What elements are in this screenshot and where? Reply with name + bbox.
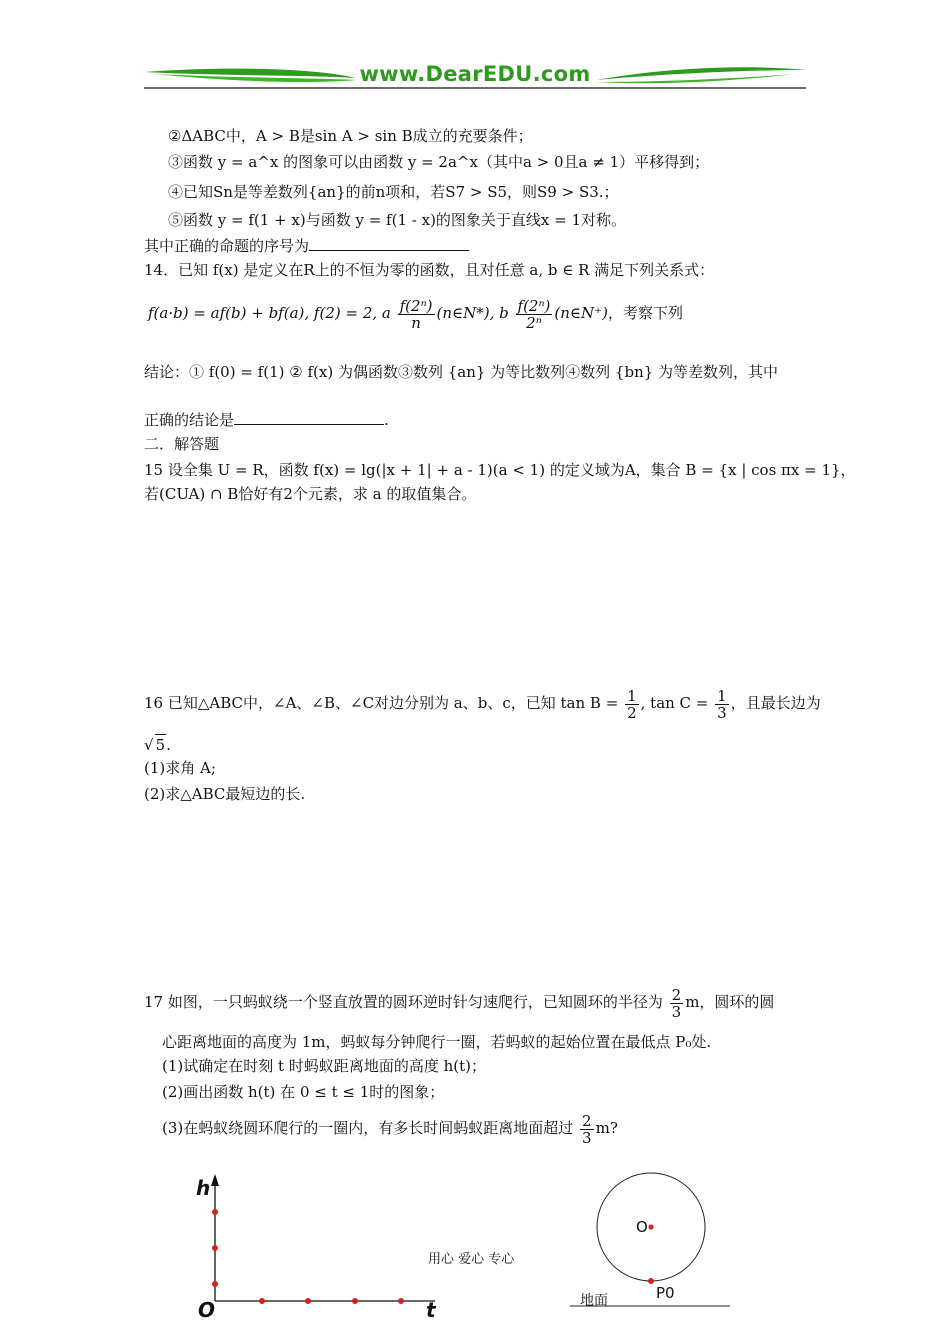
q13-prompt-text: 其中正确的命题的序号为 <box>144 237 310 255</box>
q13-item-4: ④已知Sn是等差数列{an}的前n项和，若S7 > S5，则S9 > S3.； <box>168 183 619 201</box>
y-axis-point <box>212 1209 218 1215</box>
origin-label: O <box>198 1298 216 1322</box>
q16-tanc-frac <box>715 688 729 721</box>
q16-tanc-num: 1 <box>717 686 727 705</box>
q17-radius-num: 2 <box>671 985 682 1004</box>
start-point-label <box>656 1284 675 1302</box>
q17-line1 <box>144 984 774 1020</box>
q17-part3-num: 2 <box>582 1111 592 1130</box>
graph-axes <box>180 1168 460 1344</box>
y-axis-point <box>212 1245 218 1251</box>
q17-part2: (2)画出函数 h(t) 在 0 ≤ t ≤ 1时的图象； <box>162 1083 445 1101</box>
x-axis-point <box>352 1298 358 1304</box>
q17-part3-den: 3 <box>582 1128 592 1147</box>
q16-line1-text: 16 已知△ABC中，∠A、∠B、∠C对边分别为 a、b、c，已知 tan B = <box>144 694 619 712</box>
q14-formula-end: (n∈N⁺) <box>554 304 608 322</box>
q14-prompt <box>144 410 389 430</box>
site-name: www.DearEDU.com <box>359 62 591 86</box>
q16-part1: (1)求角 A; <box>144 759 216 777</box>
circle-center-label: O <box>636 1218 648 1236</box>
q16-tanb-den: 2 <box>627 703 637 722</box>
q14-frac-b-den: 2ⁿ <box>526 313 542 332</box>
q14-frac-a-den: n <box>411 313 421 332</box>
q14-conclusions: 结论：① f(0) = f(1) ② f(x) 为偶函数③数列 {an} 为等比数列④数列 {bn} 为等差数列，其中 <box>144 363 779 381</box>
q17-line1-text: 17 如图，一只蚂蚁绕一个竖直放置的圆环逆时针匀速爬行，已知圆环的半径为 <box>144 993 663 1011</box>
ground-label: 地面 <box>580 1293 608 1309</box>
q16-sqrt-end: . <box>166 736 171 754</box>
q17-part3 <box>162 1110 618 1146</box>
x-axis-point <box>259 1298 265 1304</box>
q14-frac-b-num: f(2ⁿ) <box>517 296 551 315</box>
q14-answer-blank[interactable] <box>234 410 384 425</box>
y-axis-label: h <box>196 1176 211 1200</box>
q14-formula-lead: f(a·b) = af(b) + bf(a), f(2) = 2, a <box>148 304 391 322</box>
q17-line2: 心距离地面的高度为 1m，蚂蚁每分钟爬行一圈，若蚂蚁的起始位置在最低点 P₀处. <box>162 1033 712 1051</box>
q16-tanc-label: , tan C = <box>640 694 709 712</box>
q15-line2: 若(CUA) ∩ B恰好有2个元素，求 a 的取值集合。 <box>144 485 477 503</box>
q16-line1-end: ，且最长边为 <box>730 694 821 712</box>
footer-text: 用心 爱心 专心 <box>428 1252 515 1267</box>
q16-tanb-num: 1 <box>627 686 637 705</box>
q16-part2: (2)求△ABC最短边的长. <box>144 785 306 803</box>
q13-item-2: ②ΔABC中，A > B是sin A > sin B成立的充要条件； <box>168 127 533 145</box>
start-point <box>648 1278 654 1284</box>
q17-radius-frac <box>670 987 684 1020</box>
q14-intro: 14．已知 f(x) 是定义在R上的不恒为零的函数，且对任意 a, b ∈ R 满足下列关系式： <box>144 261 715 279</box>
q14-formula <box>148 296 683 331</box>
q16-sqrt-value: 5 <box>155 736 166 754</box>
q17-line1-end: m，圆环的圆 <box>685 993 775 1011</box>
q17-radius-den: 3 <box>671 1002 682 1021</box>
q16-tanc-den: 3 <box>717 703 727 722</box>
q14-formula-mid: (n∈N*), b <box>436 304 509 322</box>
q14-trail: ，考察下列 <box>607 304 683 322</box>
q17-part1: (1)试确定在时刻 t 时蚂蚁距离地面的高度 h(t)； <box>162 1057 486 1075</box>
q15-line1: 15 设全集 U = R，函数 f(x) = lg(|x + 1| + a - 1)(a < 1) 的定义域为A，集合 B = {x | cos πx = 1}， <box>144 461 856 479</box>
y-arrow-icon <box>211 1174 219 1186</box>
header-logo <box>144 60 806 94</box>
start-point-text: P0 <box>656 1284 675 1302</box>
q17-part3-frac <box>580 1113 594 1146</box>
q14-frac-a <box>398 298 435 331</box>
center-point <box>648 1224 653 1229</box>
q14-frac-b <box>516 298 553 331</box>
q16-tanb-frac <box>625 688 639 721</box>
q13-answer-blank[interactable] <box>309 236 469 251</box>
q14-prompt-text: 正确的结论是 <box>144 411 235 429</box>
x-axis-label: t <box>426 1298 436 1322</box>
q13-item-5: ⑤函数 y = f(1 + x)与函数 y = f(1 - x)的图象关于直线x = 1对称。 <box>168 211 627 229</box>
section-heading: 二．解答题 <box>144 435 220 453</box>
q13-item-3: ③函数 y = a^x 的图象可以由函数 y = 2a^x（其中a > 0且a ≠ 1）平移得到； <box>168 153 710 171</box>
q13-prompt <box>144 236 469 256</box>
q16-sqrt: √ 5. <box>144 736 171 754</box>
x-axis-point <box>398 1298 404 1304</box>
q17-part3-end: m? <box>595 1119 618 1137</box>
y-axis-point <box>212 1281 218 1287</box>
q16-line1 <box>144 686 821 721</box>
q14-frac-a-num: f(2ⁿ) <box>399 296 433 315</box>
q14-prompt-end: . <box>384 411 389 429</box>
x-axis-point <box>305 1298 311 1304</box>
q17-part3-text: (3)在蚂蚁绕圆环爬行的一圈内，有多长时间蚂蚁距离地面超过 <box>162 1119 574 1137</box>
